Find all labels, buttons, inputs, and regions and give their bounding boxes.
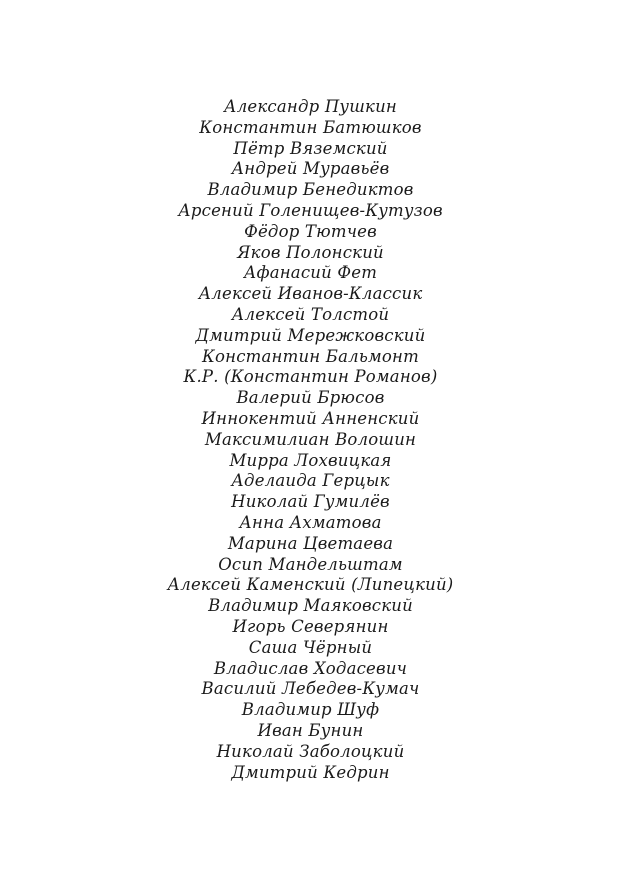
- author-name: Александр Пушкин: [224, 97, 397, 116]
- author-name: Анна Ахматова: [239, 512, 382, 532]
- author-name: Осип Мандельштам: [218, 554, 403, 574]
- author-name: Игорь Северянин: [232, 616, 389, 636]
- author-name: Пётр Вяземский: [233, 138, 388, 158]
- author-name: Дмитрий Мережковский: [195, 325, 426, 345]
- author-name: Валерий Брюсов: [236, 388, 385, 408]
- author-name: Андрей Муравьёв: [231, 159, 390, 179]
- author-name: Марина Цветаева: [227, 533, 394, 553]
- author-name: Яков Полонский: [237, 242, 384, 262]
- author-name: Николай Гумилёв: [231, 492, 390, 512]
- author-name: Константин Батюшков: [199, 117, 422, 137]
- author-name: Аделаида Герцык: [231, 471, 390, 491]
- author-name: Владислав Ходасевич: [213, 658, 408, 678]
- author-name: Николай Заболоцкий: [216, 741, 405, 761]
- author-name: Алексей Каменский (Липецкий): [167, 575, 454, 595]
- author-name: Афанасий Фет: [243, 263, 378, 283]
- author-name: Алексей Толстой: [231, 304, 390, 324]
- author-name: Алексей Иванов-Классик: [198, 284, 423, 304]
- author-name: Владимир Бенедиктов: [207, 180, 414, 200]
- author-name: Василий Лебедев-Кумач: [201, 679, 420, 699]
- author-name: Максимилиан Волошин: [204, 429, 417, 449]
- author-name: Константин Бальмонт: [202, 346, 419, 366]
- author-name: Саша Чёрный: [248, 637, 373, 657]
- author-name: Иннокентий Анненский: [201, 408, 420, 428]
- author-list: [0, 97, 621, 783]
- author-name: Дмитрий Кедрин: [231, 762, 390, 782]
- author-name: Владимир Шуф: [241, 700, 380, 720]
- author-name: Арсений Голенищев-Кутузов: [178, 200, 443, 220]
- author-name: Мирра Лохвицкая: [229, 450, 392, 470]
- author-name: Владимир Маяковский: [208, 596, 413, 616]
- author-name: Фёдор Тютчев: [244, 221, 377, 241]
- author-name: Иван Бунин: [257, 720, 364, 740]
- author-name: К.Р. (Константин Романов): [183, 367, 438, 387]
